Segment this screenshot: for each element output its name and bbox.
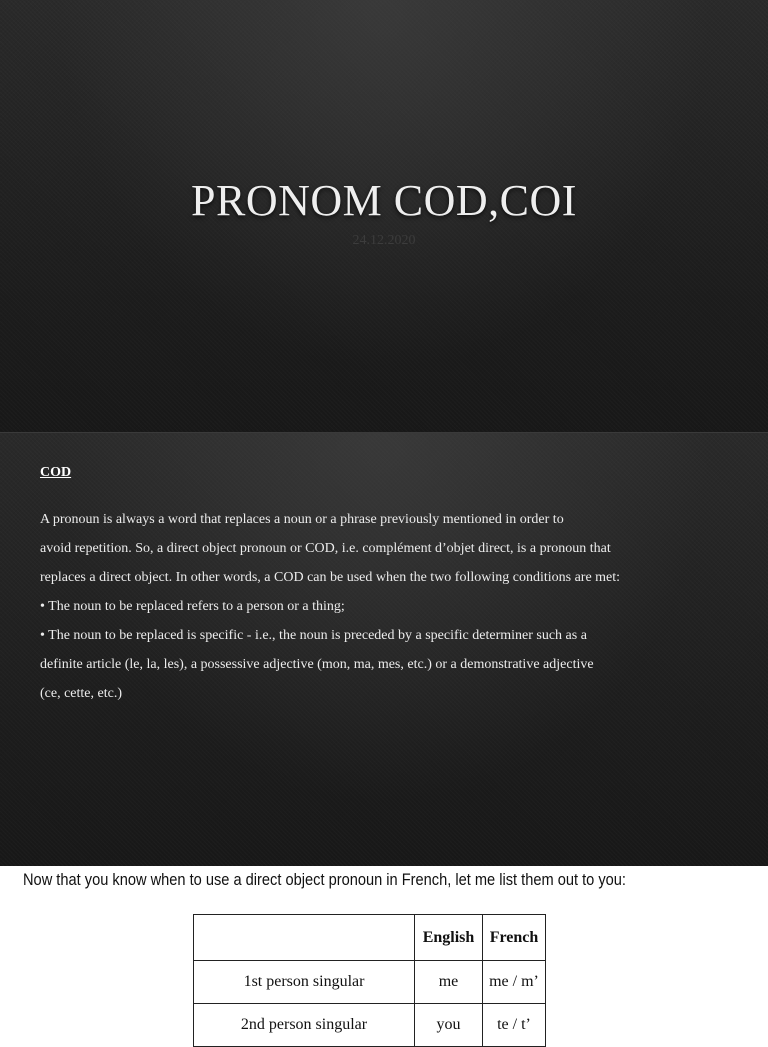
pronoun-table-page xyxy=(0,866,768,1033)
table-cell-person: 2nd person singular xyxy=(194,1004,415,1047)
table-cell-french: me / m’ xyxy=(483,961,546,1004)
title-slide xyxy=(0,0,768,432)
cod-body-line: A pronoun is always a word that replaces a noun or a phrase previously mentioned in order to xyxy=(40,512,564,527)
table-header-english: English xyxy=(415,915,483,961)
cod-body xyxy=(40,505,730,708)
table-header-french: French xyxy=(483,915,546,961)
cod-body-line: replaces a direct object. In other words, a COD can be used when the two following conditions are met: xyxy=(40,570,621,585)
table-cell-english: me xyxy=(415,961,483,1004)
table-header-row xyxy=(194,915,546,961)
cod-body-line: avoid repetition. So, a direct object pronoun or COD, i.e. complément d’objet direct, is a pronoun that xyxy=(40,541,611,556)
table-cell-english: you xyxy=(415,1004,483,1047)
cod-slide xyxy=(0,432,768,867)
pronoun-table xyxy=(193,914,546,1047)
slide-title: PRONOM COD,COI xyxy=(191,176,577,225)
cod-bullet-line: • The noun to be replaced refers to a person or a thing; xyxy=(40,599,345,614)
cod-bullet-line: • The noun to be replaced is specific - i.e., the noun is preceded by a specific determiner such as a xyxy=(40,628,587,643)
slide-date: 24.12.2020 xyxy=(352,233,416,248)
cod-body-line: definite article (le, la, les), a possessive adjective (mon, ma, mes, etc.) or a demonstrative adjective xyxy=(40,657,594,672)
table-cell-french: te / t’ xyxy=(483,1004,546,1047)
table-row xyxy=(194,1004,546,1047)
table-cell-person: 1st person singular xyxy=(194,961,415,1004)
table-intro-text: Now that you know when to use a direct object pronoun in French, let me list them out to you: xyxy=(23,870,626,889)
table-row xyxy=(194,961,546,1004)
table-header-cell xyxy=(194,915,415,961)
cod-heading: COD xyxy=(40,465,72,480)
cod-body-line: (ce, cette, etc.) xyxy=(40,686,122,701)
